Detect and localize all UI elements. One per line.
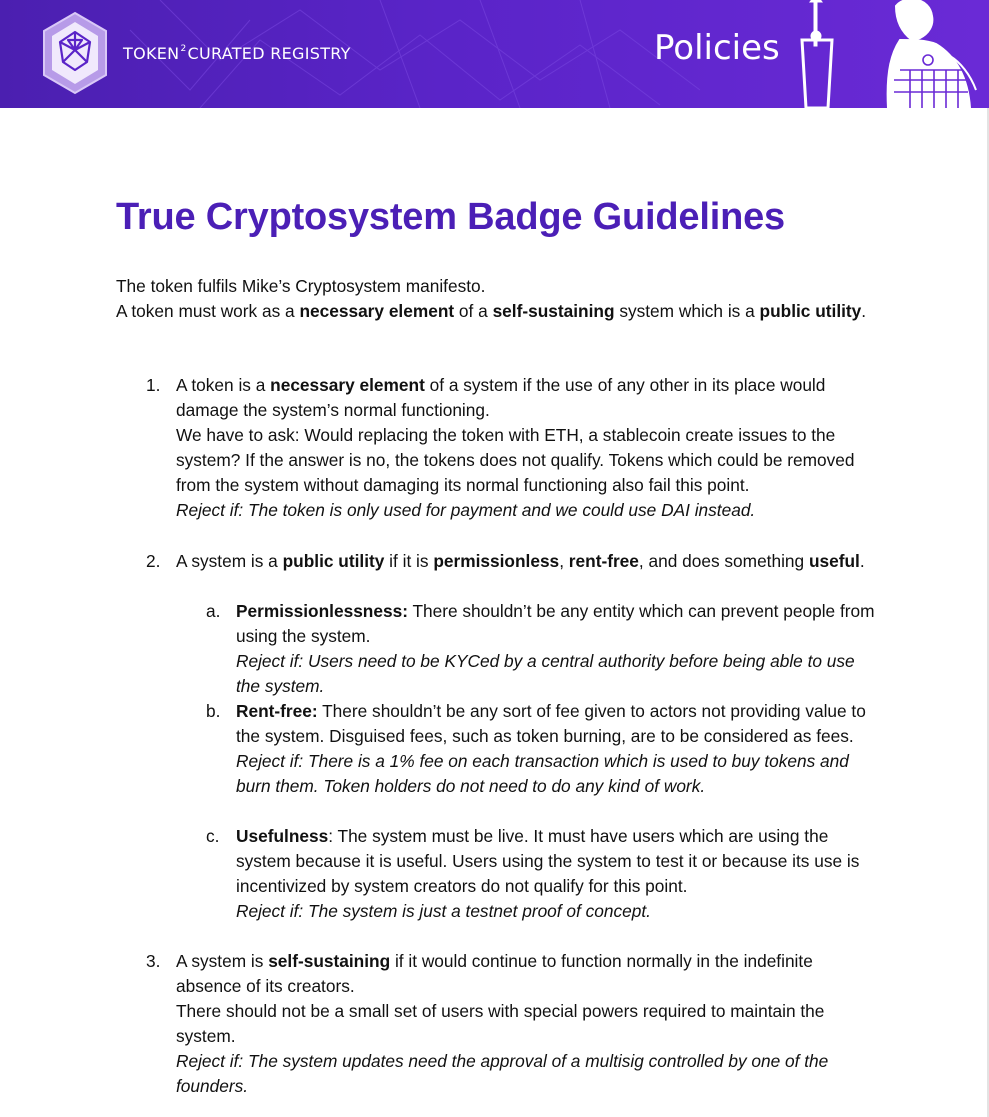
- intro-bold-term: necessary element: [299, 301, 455, 321]
- item-body: [176, 373, 876, 523]
- intro-text: of a: [454, 301, 493, 321]
- sub-item-body: [236, 599, 876, 699]
- sub-item-letter: c.: [206, 826, 220, 846]
- reject-criterion: Reject if: The system is just a testnet proof of concept.: [236, 901, 651, 921]
- item-bold-term: rent-free: [568, 551, 639, 571]
- sub-item-description: There shouldn’t be any sort of fee given to actors not providing value to the system. Disguised fees, such as token burning, are to be considered as fees.: [236, 701, 866, 746]
- header-banner: [0, 0, 989, 108]
- item-number: 3.: [146, 951, 161, 971]
- hexagon-polyhedron-icon: [40, 10, 110, 96]
- reject-criterion: Reject if: The system updates need the approval of a multisig controlled by one of the founders.: [176, 1051, 829, 1096]
- item-bold-term: useful: [808, 551, 860, 571]
- item-number: 1.: [146, 375, 161, 395]
- sub-item-heading: Rent-free:: [236, 701, 318, 721]
- item-bold-term: permissionless: [433, 551, 560, 571]
- sub-item-letter: b.: [206, 701, 221, 721]
- item-text: A system is a: [176, 551, 283, 571]
- item-body: [176, 549, 876, 574]
- item-text: .: [859, 551, 865, 571]
- sub-item-description: : The system must be live. It must have users which are using the system because it is useful. Users using the system to test it or because its use is incentivized by system creators do not qualify for this point.: [236, 826, 860, 896]
- item-definition: [176, 373, 876, 423]
- sub-item-heading: Permissionlessness:: [236, 601, 408, 621]
- item-definition: [176, 949, 876, 999]
- item-bold-term: public utility: [282, 551, 385, 571]
- intro-text: system which is a: [614, 301, 760, 321]
- item-bold-term: necessary element: [270, 375, 425, 395]
- item-definition: [176, 549, 876, 574]
- item-text: A token is a: [176, 375, 271, 395]
- item-explanation: We have to ask: Would replacing the token with ETH, a stablecoin create issues to the system? If the answer is no, the tokens does not qualify. Tokens which could be removed from the system without damaging its normal functioning also fail this point.: [176, 425, 855, 495]
- sub-item-heading: Usefulness: [236, 826, 329, 846]
- brand-suffix: CURATED REGISTRY: [187, 44, 351, 63]
- sub-item-body: [236, 824, 876, 924]
- item-text: A system is: [176, 951, 269, 971]
- intro-line-2: [116, 299, 876, 324]
- intro-line-1: The token fulfils Mike’s Cryptosystem manifesto.: [116, 276, 486, 296]
- reject-criterion: Reject if: The token is only used for payment and we could use DAI instead.: [176, 500, 756, 520]
- item-text: of a system if the use of any other in its place would damage the system’s normal functioning.: [176, 375, 826, 420]
- intro-paragraph: [116, 274, 876, 324]
- reject-criterion: Reject if: Users need to be KYCed by a central authority before being able to use the system.: [236, 651, 855, 696]
- reject-criterion: Reject if: There is a 1% fee on each transaction which is used to buy tokens and burn them. Token holders do not need to do any kind of work.: [236, 751, 849, 796]
- intro-bold-term: public utility: [759, 301, 862, 321]
- item-text: if it is: [384, 551, 434, 571]
- item-text: , and does something: [638, 551, 809, 571]
- intro-text: .: [861, 301, 867, 321]
- sub-item-text: [236, 699, 876, 749]
- item-text: ,: [559, 551, 569, 571]
- sub-item-text: [236, 599, 876, 649]
- intro-bold-term: self-sustaining: [492, 301, 615, 321]
- item-body: [176, 949, 876, 1099]
- brand-prefix: TOKEN: [123, 44, 180, 63]
- sub-item-text: [236, 824, 876, 899]
- item-text: if it would continue to function normally in the indefinite absence of its creators.: [176, 951, 813, 996]
- sub-item-description: There shouldn’t be any entity which can prevent people from using the system.: [236, 601, 875, 646]
- athena-statue-icon: [800, 0, 989, 108]
- intro-text: A token must work as a: [116, 301, 300, 321]
- item-number: 2.: [146, 551, 161, 571]
- document-title: True Cryptosystem Badge Guidelines: [116, 196, 785, 238]
- section-title: Policies: [654, 28, 780, 68]
- brand-name: [123, 44, 351, 63]
- sub-item-body: [236, 699, 876, 799]
- brand-superscript: 2: [180, 44, 187, 54]
- sub-item-letter: a.: [206, 601, 221, 621]
- item-explanation: There should not be a small set of users with special powers required to maintain the system.: [176, 1001, 825, 1046]
- item-bold-term: self-sustaining: [268, 951, 391, 971]
